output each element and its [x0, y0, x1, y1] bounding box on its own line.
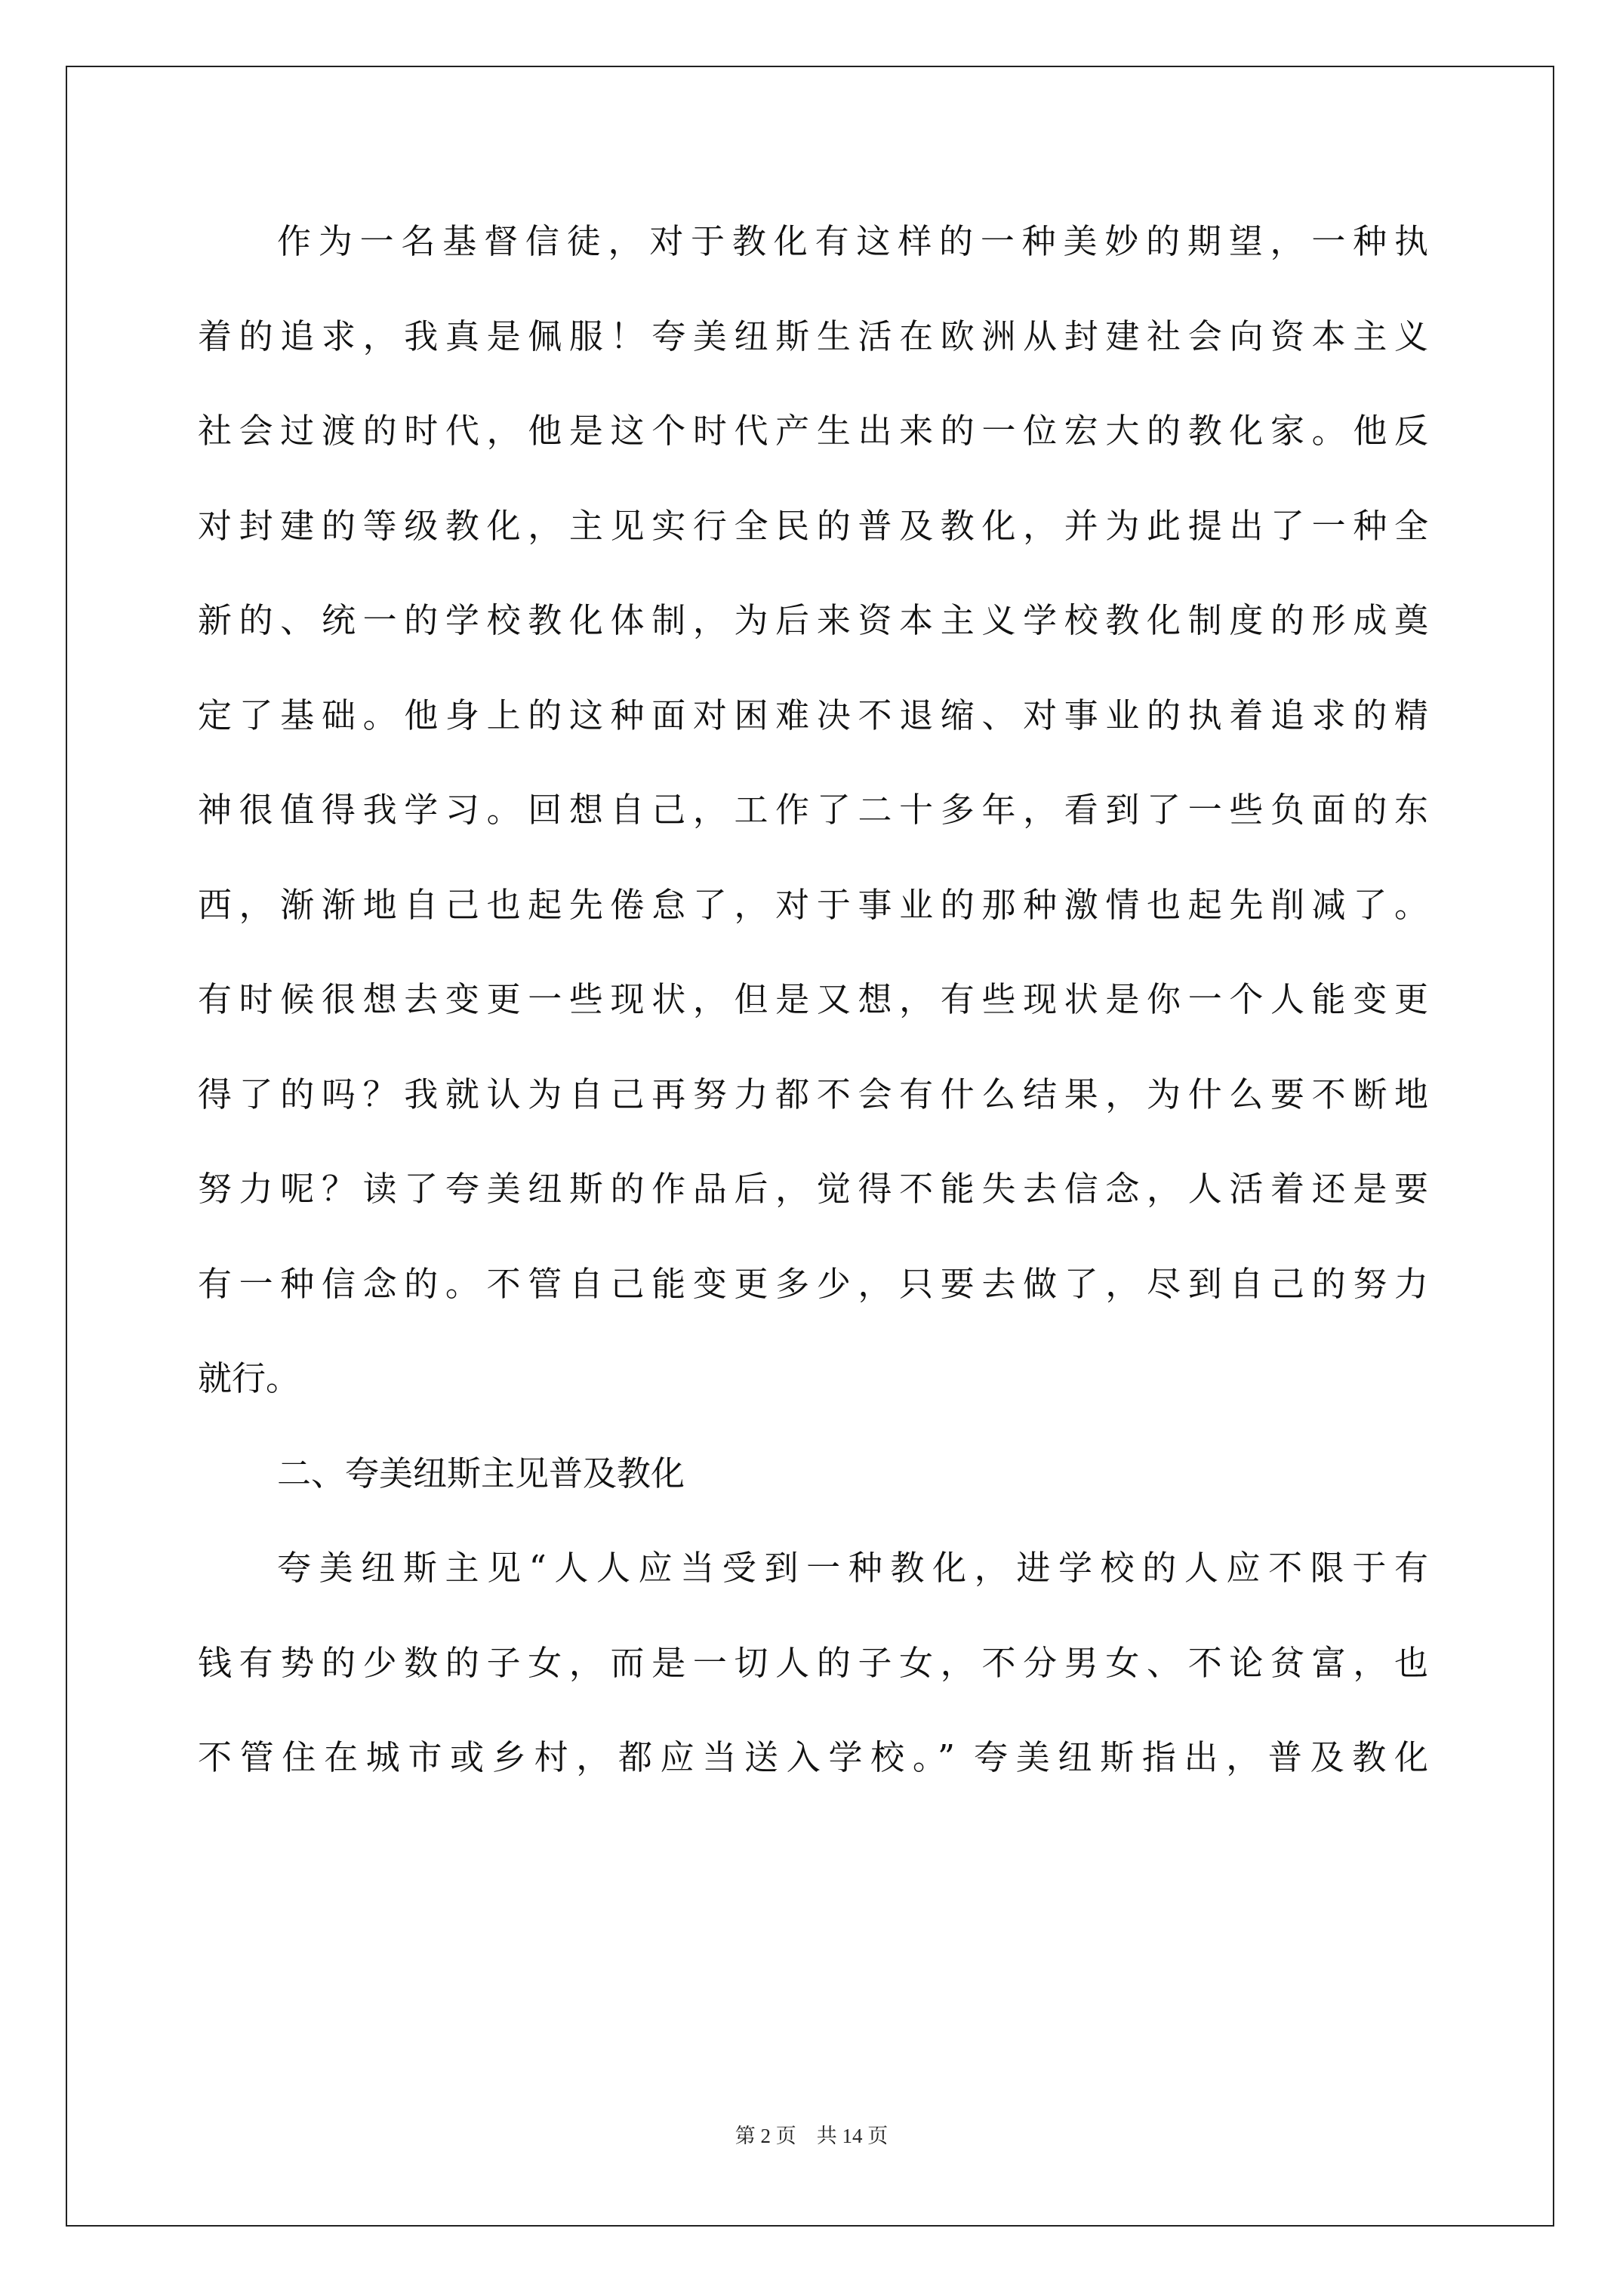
paragraph-1-line-4: 对封建的等级教化，主见实行全民的普及教化，并为此提出了一种全 [198, 505, 1428, 546]
document-body [198, 219, 1428, 1830]
paragraph-1-line-11: 努力呢？读了夸美纽斯的作品后，觉得不能失去信念，人活着还是要 [198, 1169, 1428, 1209]
paragraph-3-line-3: 不管住在城市或乡村，都应当送入学校。” 夸美纽斯指出，普及教化 [198, 1737, 1428, 1777]
paragraph-1-line-9: 有时候很想去变更一些现状，但是又想，有些现状是你一个人能变更 [198, 979, 1428, 1019]
paragraph-3-line-2: 钱有势的少数的子女，而是一切人的子女，不分男女、不论贫富，也 [198, 1642, 1428, 1683]
paragraph-1-line-3: 社会过渡的时代，他是这个时代产生出来的一位宏大的教化家。他反 [198, 411, 1428, 451]
paragraph-1-line-10: 得了的吗？我就认为自己再努力都不会有什么结果，为什么要不断地 [198, 1074, 1428, 1114]
paragraph-1-line-13: 就行。 [198, 1358, 300, 1398]
paragraph-1-line-1: 作为一名基督信徒，对于教化有这样的一种美妙的期望，一种执 [277, 221, 1428, 261]
page-number-footer: 第 2 页 共 14 页 [735, 2125, 888, 2147]
paragraph-1-line-7: 神很值得我学习。回想自己，工作了二十多年，看到了一些负面的东 [198, 790, 1428, 830]
paragraph-1-line-12: 有一种信念的。不管自己能变更多少，只要去做了，尽到自己的努力 [198, 1263, 1428, 1304]
paragraph-3-line-1: 夸美纽斯主见“人人应当受到一种教化，进学校的人应不限于有 [277, 1548, 1428, 1588]
paragraph-1-line-2: 着的追求，我真是佩服！夸美纽斯生活在欧洲从封建社会向资本主义 [198, 316, 1428, 356]
section-heading: 二、夸美纽斯主见普及教化 [277, 1453, 685, 1493]
paragraph-1-line-5: 新的、统一的学校教化体制，为后来资本主义学校教化制度的形成奠 [198, 600, 1428, 640]
paragraph-1-line-6: 定了基础。他身上的这种面对困难决不退缩、对事业的执着追求的精 [198, 695, 1428, 735]
paragraph-1-line-8: 西，渐渐地自己也起先倦怠了，对于事业的那种激情也起先削减了。 [198, 884, 1428, 925]
